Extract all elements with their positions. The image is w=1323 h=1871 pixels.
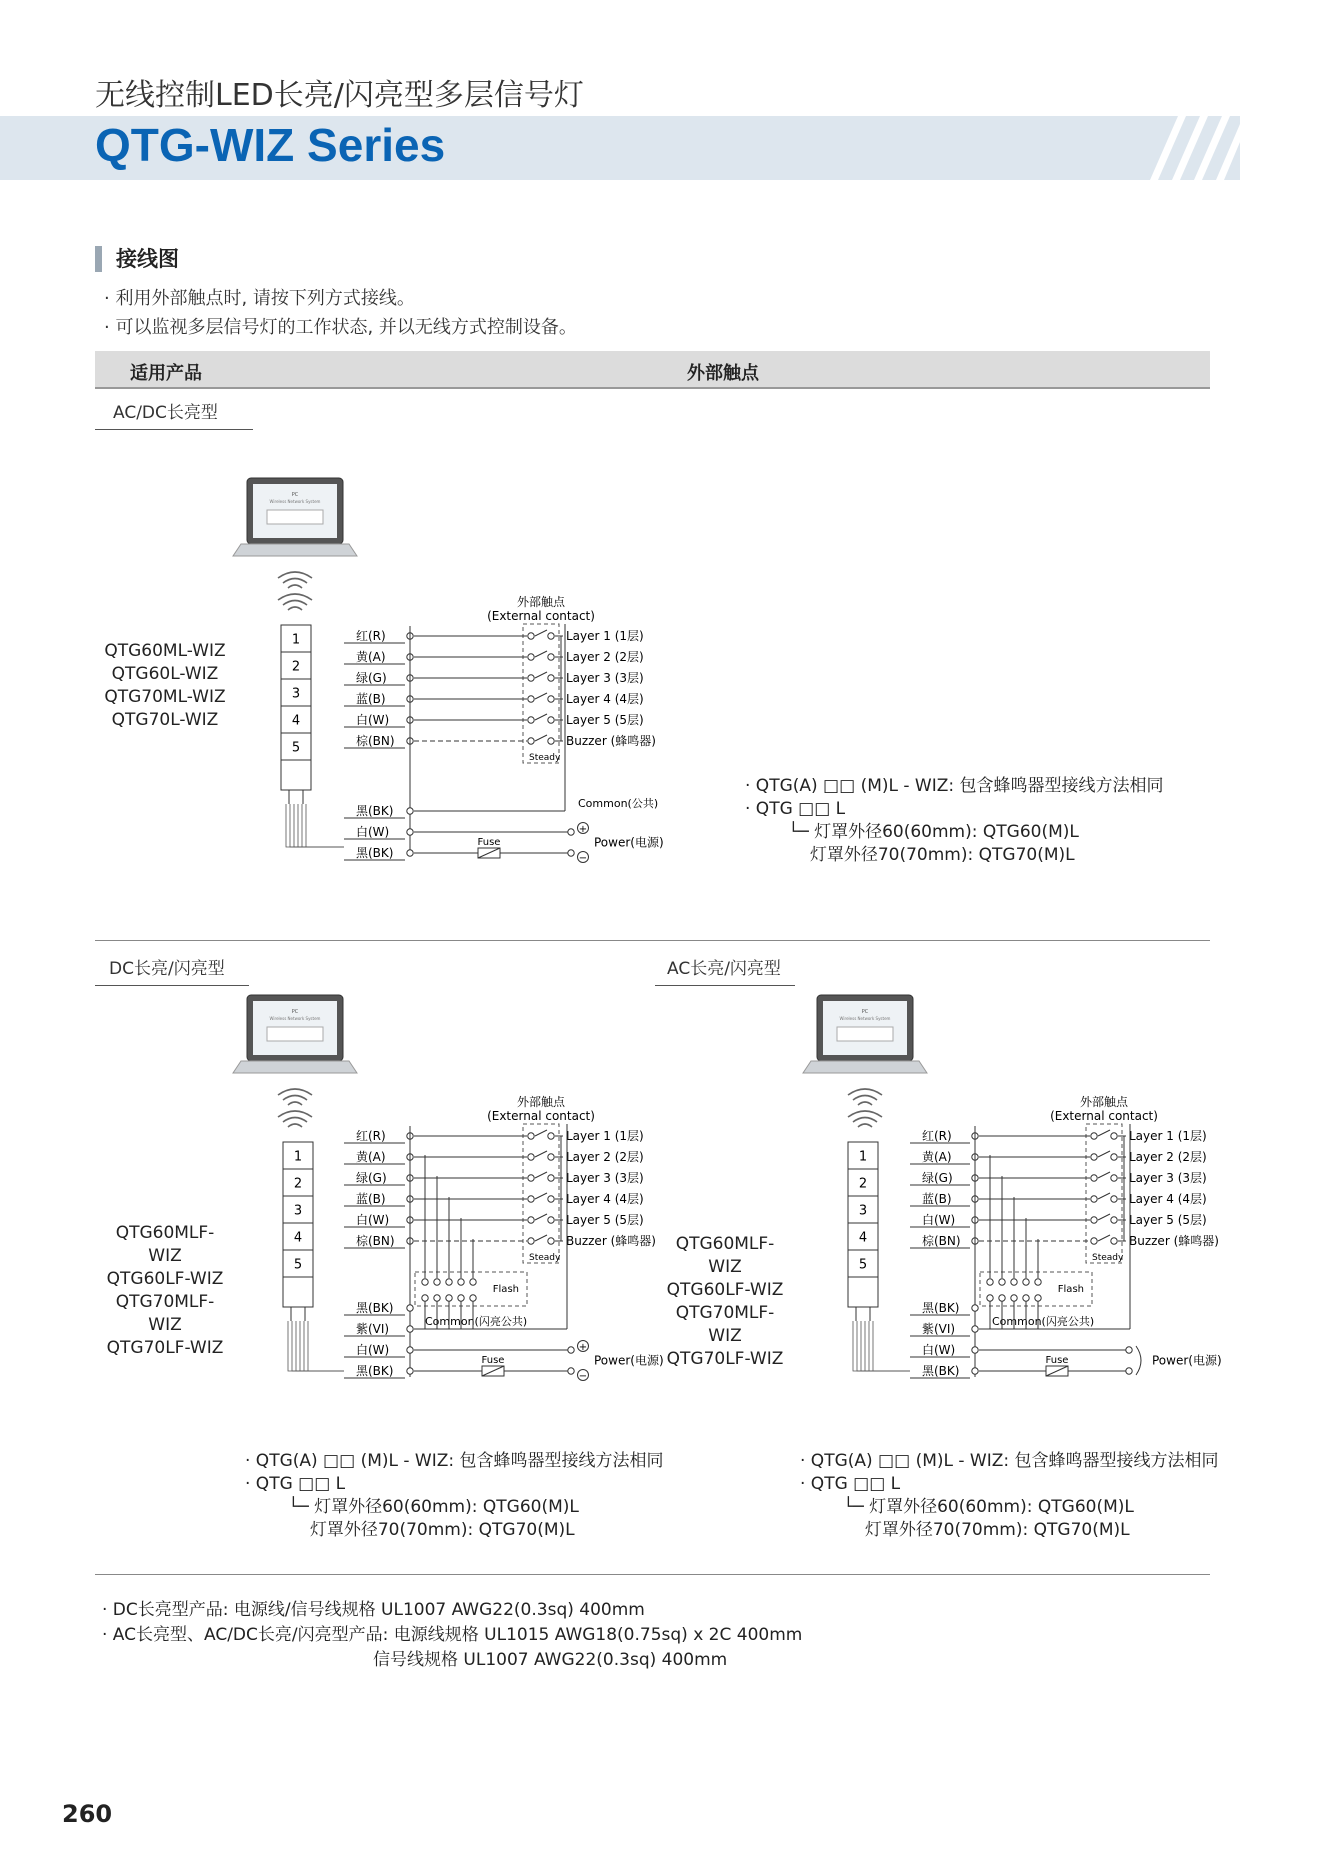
wifi-icon bbox=[858, 1102, 872, 1105]
terminal bbox=[972, 1305, 978, 1311]
contact-terminal bbox=[528, 675, 534, 681]
tower-layer-number: 5 bbox=[291, 740, 301, 756]
tower-layer-number: 3 bbox=[291, 686, 301, 702]
contact-terminal bbox=[528, 738, 534, 744]
fuse-label: Fuse bbox=[477, 837, 501, 848]
contact-switch bbox=[535, 714, 547, 720]
laptop-sublabel: Wireless Network System bbox=[839, 1016, 891, 1021]
wire-label: 紫(VI) bbox=[356, 1322, 390, 1336]
wire-label: 白(W) bbox=[356, 713, 390, 727]
contact-label: Layer 5 (5层) bbox=[1129, 1213, 1207, 1227]
common-label: Common(闪亮公共) bbox=[992, 1315, 1095, 1328]
wire-label: 棕(BN) bbox=[356, 1234, 395, 1248]
contact-terminal bbox=[528, 1175, 534, 1181]
wifi-icon bbox=[853, 1118, 877, 1123]
contact-terminal bbox=[548, 654, 554, 660]
contact-switch bbox=[1098, 1235, 1110, 1241]
flash-terminal bbox=[1035, 1279, 1041, 1285]
laptop-base bbox=[233, 1061, 357, 1073]
wire-label: 黄(A) bbox=[356, 1150, 386, 1164]
page-number: 260 bbox=[62, 1800, 113, 1828]
contact-label: Buzzer (蜂鸣器) bbox=[1129, 1234, 1219, 1248]
laptop-sublabel: Wireless Network System bbox=[269, 499, 321, 504]
contact-terminal bbox=[1091, 1175, 1097, 1181]
terminal bbox=[407, 850, 413, 856]
tab-acdc-steady: AC/DC长亮型 bbox=[95, 398, 253, 430]
contact-switch bbox=[1098, 1193, 1110, 1199]
ext-title: 外部触点 bbox=[516, 595, 566, 609]
contact-label: Layer 1 (1层) bbox=[566, 629, 644, 643]
tower-layer-number: 5 bbox=[858, 1257, 868, 1273]
contact-terminal bbox=[1091, 1154, 1097, 1160]
wire-label: 黑(BK) bbox=[922, 1301, 960, 1315]
terminal bbox=[407, 1368, 413, 1374]
contact-terminal bbox=[528, 1238, 534, 1244]
wire-label: 绿(G) bbox=[922, 1171, 953, 1185]
laptop-base bbox=[233, 544, 357, 556]
contact-label: Layer 1 (1层) bbox=[566, 1129, 644, 1143]
models-acdc: QTG60ML-WIZ QTG60L-WIZ QTG70ML-WIZ QTG70L-WIZ bbox=[104, 641, 226, 730]
contact-label: Layer 3 (3层) bbox=[566, 671, 644, 685]
laptop-label: PC bbox=[861, 1009, 869, 1015]
contact-switch bbox=[1098, 1130, 1110, 1136]
contact-terminal bbox=[548, 738, 554, 744]
contact-terminal bbox=[548, 696, 554, 702]
wire-label: 红(R) bbox=[356, 1129, 386, 1143]
cable-strand bbox=[304, 1321, 344, 1371]
tower-layer-number: 4 bbox=[291, 713, 301, 729]
wifi-icon bbox=[283, 1096, 307, 1101]
ext-subtitle: (External contact) bbox=[487, 609, 595, 623]
cable-strand bbox=[286, 804, 344, 847]
contact-terminal bbox=[1091, 1217, 1097, 1223]
terminal bbox=[407, 808, 413, 814]
contact-terminal bbox=[528, 1217, 534, 1223]
laptop-label: PC bbox=[291, 492, 299, 498]
contact-terminal bbox=[1111, 1196, 1117, 1202]
flash-label: Flash bbox=[492, 1284, 519, 1295]
contact-switch bbox=[535, 1214, 547, 1220]
wifi-icon bbox=[288, 1102, 302, 1105]
footnote-3: 信号线规格 UL1007 AWG22(0.3sq) 400mm bbox=[373, 1650, 728, 1670]
flash-terminal bbox=[999, 1279, 1005, 1285]
tower-layer-number: 2 bbox=[293, 1176, 303, 1192]
flash-label: Flash bbox=[1057, 1284, 1084, 1295]
flash-terminal bbox=[999, 1295, 1005, 1301]
cable-strand bbox=[298, 804, 344, 847]
flash-terminal bbox=[1011, 1295, 1017, 1301]
contact-terminal bbox=[548, 633, 554, 639]
contact-switch bbox=[535, 1130, 547, 1136]
tower-layer-number: 3 bbox=[858, 1203, 868, 1219]
series-title: QTG-WIZ Series bbox=[95, 119, 446, 171]
contact-terminal bbox=[1091, 1196, 1097, 1202]
contact-terminal bbox=[1111, 1175, 1117, 1181]
tower-layer-number: 4 bbox=[293, 1230, 303, 1246]
footnote-1: · DC长亮型产品: 电源线/信号线规格 UL1007 AWG22(0.3sq) 400mm bbox=[102, 1600, 645, 1620]
contact-switch bbox=[535, 1235, 547, 1241]
common-label: Common(闪亮公共) bbox=[425, 1315, 528, 1328]
wire-label: 白(W) bbox=[356, 1213, 390, 1227]
tower-layer-number: 1 bbox=[291, 632, 301, 648]
tower-cable bbox=[856, 1307, 870, 1321]
power-label: Power(电源) bbox=[594, 835, 664, 850]
contact-terminal bbox=[1111, 1238, 1117, 1244]
terminal bbox=[972, 1326, 978, 1332]
contact-switch bbox=[535, 651, 547, 657]
contact-terminal bbox=[548, 1154, 554, 1160]
steady-label: Steady bbox=[529, 753, 561, 763]
wifi-icon bbox=[853, 1096, 877, 1101]
tower-layer-number: 1 bbox=[858, 1149, 868, 1165]
wire-label: 黑(BK) bbox=[356, 1364, 394, 1378]
note-ac: · QTG(A) □□ (M)L - WIZ: 包含蜂鸣器型接线方法相同 · QTG □□ L └─ 灯罩外径60(60mm): QTG60(M)L 灯罩外径70(70mm): QTG70(M)L bbox=[800, 1451, 1219, 1540]
wifi-icon bbox=[848, 1089, 882, 1095]
wifi-icon bbox=[278, 1111, 312, 1117]
wire-label: 黄(A) bbox=[922, 1150, 952, 1164]
tower-base bbox=[848, 1277, 878, 1307]
wire-label: 黑(BK) bbox=[922, 1364, 960, 1378]
cable-strand bbox=[296, 1321, 344, 1371]
contact-switch bbox=[1098, 1172, 1110, 1178]
wiring-diagram-ac bbox=[560, 985, 1230, 1405]
tab-dc-steady-flash: DC长亮/闪亮型 bbox=[95, 954, 249, 986]
contact-terminal bbox=[1091, 1238, 1097, 1244]
wifi-icon bbox=[283, 1118, 307, 1123]
tower-base bbox=[281, 760, 311, 790]
wifi-icon bbox=[288, 1124, 302, 1127]
flash-terminal bbox=[458, 1279, 464, 1285]
plus-icon: + bbox=[578, 824, 588, 835]
col-applicable-products: 适用产品 bbox=[130, 363, 202, 384]
contact-label: Layer 4 (4层) bbox=[566, 1192, 644, 1206]
wifi-icon bbox=[278, 1089, 312, 1095]
power-label: Power(电源) bbox=[594, 1353, 664, 1368]
steady-label: Steady bbox=[529, 1253, 561, 1263]
wire-label: 白(W) bbox=[356, 825, 390, 839]
flash-terminal bbox=[1023, 1279, 1029, 1285]
power-terminal bbox=[568, 829, 574, 835]
flash-terminal bbox=[446, 1295, 452, 1301]
divider bbox=[95, 940, 1210, 941]
power-terminal bbox=[568, 850, 574, 856]
laptop-label: PC bbox=[291, 1009, 299, 1015]
wire-label: 红(R) bbox=[922, 1129, 952, 1143]
contact-label: Layer 5 (5层) bbox=[566, 713, 644, 727]
contact-switch bbox=[1098, 1151, 1110, 1157]
terminal bbox=[407, 1305, 413, 1311]
cable-strand bbox=[308, 1321, 344, 1371]
wire-label: 绿(G) bbox=[356, 1171, 387, 1185]
wire-label: 白(W) bbox=[356, 1343, 390, 1357]
wifi-icon bbox=[288, 607, 302, 610]
ext-title: 外部触点 bbox=[1079, 1095, 1129, 1109]
common-label: Common(公共) bbox=[578, 797, 659, 810]
note-acdc: · QTG(A) □□ (M)L - WIZ: 包含蜂鸣器型接线方法相同 · QTG □□ L └─ 灯罩外径60(60mm): QTG60(M)L 灯罩外径70(70mm): QTG70(M)L bbox=[745, 776, 1164, 865]
contact-switch bbox=[535, 1151, 547, 1157]
cable-strand bbox=[869, 1321, 910, 1371]
laptop-sublabel: Wireless Network System bbox=[269, 1016, 321, 1021]
contact-switch bbox=[1098, 1214, 1110, 1220]
intro-bullet-2: · 可以监视多层信号灯的工作状态, 并以无线方式控制设备。 bbox=[104, 317, 577, 338]
laptop-window bbox=[267, 1027, 323, 1041]
wiring-diagram-acdc bbox=[0, 460, 700, 900]
contact-terminal bbox=[548, 717, 554, 723]
cable-strand bbox=[861, 1321, 910, 1371]
contact-switch bbox=[535, 1172, 547, 1178]
wifi-icon bbox=[848, 1111, 882, 1117]
terminal bbox=[972, 1347, 978, 1353]
wire-label: 蓝(B) bbox=[356, 1192, 386, 1206]
contact-terminal bbox=[528, 696, 534, 702]
wire-label: 紫(VI) bbox=[922, 1322, 956, 1336]
flash-terminal bbox=[987, 1295, 993, 1301]
contact-terminal bbox=[1111, 1217, 1117, 1223]
wire-label: 黑(BK) bbox=[356, 1301, 394, 1315]
cable-strand bbox=[865, 1321, 910, 1371]
models-dc: QTG60MLF-WIZ QTG60LF-WIZ QTG70MLF-WIZ QTG70LF-WIZ bbox=[106, 1223, 224, 1358]
laptop-window bbox=[267, 510, 323, 524]
contact-switch bbox=[535, 693, 547, 699]
tower-layer-number: 3 bbox=[293, 1203, 303, 1219]
tower-base bbox=[283, 1277, 313, 1307]
contact-switch bbox=[535, 1193, 547, 1199]
contact-label: Layer 2 (2层) bbox=[1129, 1150, 1207, 1164]
wire-label: 白(W) bbox=[922, 1343, 956, 1357]
contact-label: Layer 4 (4层) bbox=[566, 692, 644, 706]
cable-strand bbox=[294, 804, 344, 847]
minus-icon: − bbox=[578, 853, 588, 864]
contact-terminal bbox=[548, 1238, 554, 1244]
ext-subtitle: (External contact) bbox=[487, 1109, 595, 1123]
col-external-contact: 外部触点 bbox=[687, 363, 759, 384]
wire-label: 蓝(B) bbox=[922, 1192, 952, 1206]
flash-terminal bbox=[422, 1279, 428, 1285]
laptop-window bbox=[837, 1027, 893, 1041]
cable-strand bbox=[302, 804, 344, 847]
contact-switch bbox=[535, 672, 547, 678]
tower-layer-number: 5 bbox=[293, 1257, 303, 1273]
terminal bbox=[407, 829, 413, 835]
wifi-icon bbox=[283, 579, 307, 584]
steady-label: Steady bbox=[1092, 1253, 1124, 1263]
wire-label: 黑(BK) bbox=[356, 846, 394, 860]
divider-bottom bbox=[95, 1574, 1210, 1575]
contact-terminal bbox=[1111, 1133, 1117, 1139]
wire-label: 黄(A) bbox=[356, 650, 386, 664]
footnote-2: · AC长亮型、AC/DC长亮/闪亮型产品: 电源线规格 UL1015 AWG18(0.75sq) x 2C 400mm bbox=[102, 1625, 803, 1645]
wire-label: 红(R) bbox=[356, 629, 386, 643]
wifi-icon bbox=[283, 601, 307, 606]
terminal bbox=[972, 1368, 978, 1374]
contact-label: Layer 2 (2层) bbox=[566, 650, 644, 664]
tower-layer-number: 2 bbox=[291, 659, 301, 675]
wire-label: 棕(BN) bbox=[356, 734, 395, 748]
terminal bbox=[407, 1347, 413, 1353]
power-label: Power(电源) bbox=[1152, 1353, 1222, 1368]
wire-label: 棕(BN) bbox=[922, 1234, 961, 1248]
contact-terminal bbox=[548, 1175, 554, 1181]
tower-layer-number: 1 bbox=[293, 1149, 303, 1165]
page-subtitle: 无线控制LED长亮/闪亮型多层信号灯 bbox=[95, 78, 584, 113]
flash-terminal bbox=[1023, 1295, 1029, 1301]
flash-terminal bbox=[434, 1295, 440, 1301]
contact-terminal bbox=[548, 1196, 554, 1202]
power-terminal bbox=[1126, 1347, 1132, 1353]
tab-ac-steady-flash: AC长亮/闪亮型 bbox=[655, 954, 795, 986]
terminal bbox=[407, 1326, 413, 1332]
flash-terminal bbox=[470, 1295, 476, 1301]
wire-label: 白(W) bbox=[922, 1213, 956, 1227]
decorative-stripes bbox=[1120, 116, 1240, 180]
contact-label: Buzzer (蜂鸣器) bbox=[566, 734, 656, 748]
cable-strand bbox=[873, 1321, 910, 1371]
tower-cable bbox=[291, 1307, 305, 1321]
wifi-icon bbox=[288, 585, 302, 588]
contact-terminal bbox=[528, 717, 534, 723]
note-dc: · QTG(A) □□ (M)L - WIZ: 包含蜂鸣器型接线方法相同 · QTG □□ L └─ 灯罩外径60(60mm): QTG60(M)L 灯罩外径70(70mm): QTG70(M)L bbox=[245, 1451, 664, 1540]
contact-terminal bbox=[548, 1133, 554, 1139]
contact-label: Layer 5 (5层) bbox=[566, 1213, 644, 1227]
tower-cable bbox=[289, 790, 303, 804]
flash-terminal bbox=[987, 1279, 993, 1285]
contact-terminal bbox=[548, 675, 554, 681]
contact-terminal bbox=[528, 1133, 534, 1139]
wifi-icon bbox=[278, 572, 312, 578]
wire-label: 蓝(B) bbox=[356, 692, 386, 706]
flash-terminal bbox=[1035, 1295, 1041, 1301]
contact-label: Buzzer (蜂鸣器) bbox=[566, 1234, 656, 1248]
flash-terminal bbox=[422, 1295, 428, 1301]
cable-strand bbox=[853, 1321, 910, 1371]
wifi-icon bbox=[278, 594, 312, 600]
contact-switch bbox=[535, 630, 547, 636]
ext-title: 外部触点 bbox=[516, 1095, 566, 1109]
models-ac: QTG60MLF-WIZ QTG60LF-WIZ QTG70MLF-WIZ QTG70LF-WIZ bbox=[666, 1234, 784, 1369]
flash-terminal bbox=[458, 1295, 464, 1301]
ac-source-icon bbox=[1136, 1346, 1141, 1375]
fuse-label: Fuse bbox=[1045, 1355, 1069, 1366]
contact-terminal bbox=[528, 654, 534, 660]
cable-strand bbox=[306, 804, 344, 847]
minus-icon: − bbox=[578, 1371, 588, 1382]
flash-terminal bbox=[470, 1279, 476, 1285]
laptop-base bbox=[803, 1061, 927, 1073]
power-terminal bbox=[1126, 1368, 1132, 1374]
tower-layer-number: 4 bbox=[858, 1230, 868, 1246]
flash-terminal bbox=[446, 1279, 452, 1285]
contact-switch bbox=[535, 735, 547, 741]
contact-terminal bbox=[1111, 1154, 1117, 1160]
ext-subtitle: (External contact) bbox=[1050, 1109, 1158, 1123]
wire-label: 绿(G) bbox=[356, 671, 387, 685]
contact-terminal bbox=[528, 1196, 534, 1202]
tower-layer-number: 2 bbox=[858, 1176, 868, 1192]
wire-label: 黑(BK) bbox=[356, 804, 394, 818]
table-header bbox=[95, 351, 1210, 389]
contact-label: Layer 4 (4层) bbox=[1129, 1192, 1207, 1206]
intro-bullet-1: · 利用外部触点时, 请按下列方式接线。 bbox=[104, 288, 415, 309]
contact-label: Layer 1 (1层) bbox=[1129, 1129, 1207, 1143]
contact-terminal bbox=[528, 633, 534, 639]
plus-icon: + bbox=[578, 1342, 588, 1353]
flash-terminal bbox=[434, 1279, 440, 1285]
flash-terminal bbox=[1011, 1279, 1017, 1285]
contact-label: Layer 3 (3层) bbox=[566, 1171, 644, 1185]
contact-terminal bbox=[548, 1217, 554, 1223]
cable-strand bbox=[300, 1321, 344, 1371]
wifi-icon bbox=[858, 1124, 872, 1127]
contact-label: Layer 3 (3层) bbox=[1129, 1171, 1207, 1185]
contact-terminal bbox=[528, 1154, 534, 1160]
fuse-label: Fuse bbox=[481, 1355, 505, 1366]
contact-terminal bbox=[1091, 1133, 1097, 1139]
contact-label: Layer 2 (2层) bbox=[566, 1150, 644, 1164]
section-title: 接线图 bbox=[95, 246, 179, 272]
